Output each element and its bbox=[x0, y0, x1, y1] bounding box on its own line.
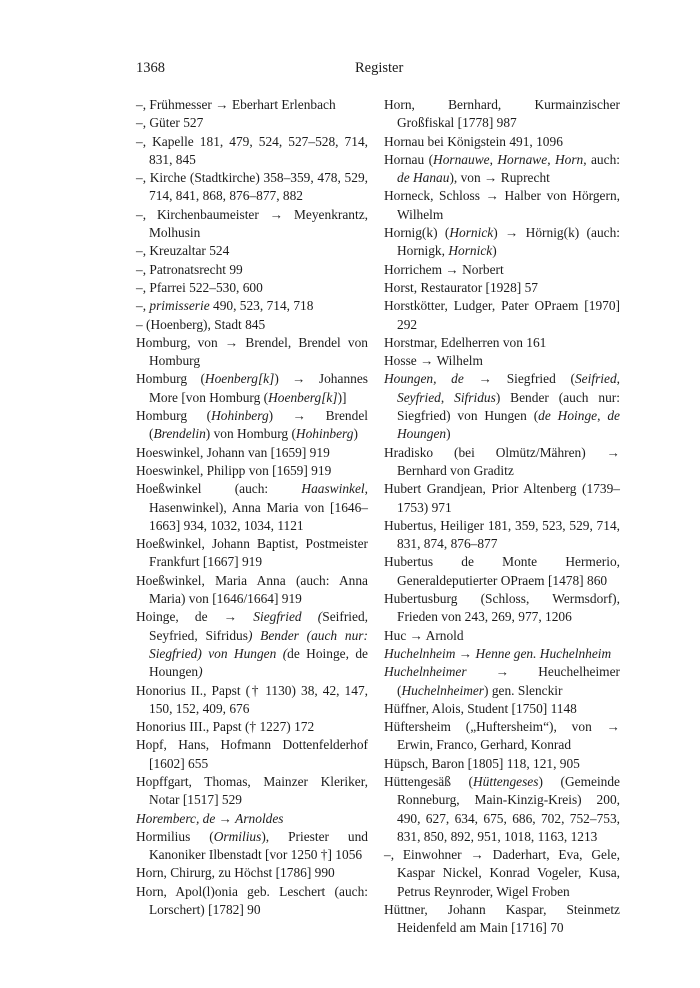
entry-italic-text: Huchelnheimer bbox=[384, 664, 467, 680]
entry-text: Horn, Bernhard, Kurmainzischer Großfiskal [1778] 987 bbox=[384, 97, 620, 131]
entry-text: Seifried bbox=[322, 609, 365, 625]
entry-text: Homburg, von → Brendel, Brendel von Homburg bbox=[136, 334, 368, 369]
entry-italic-text: , bbox=[364, 609, 368, 625]
entry-text: Seyfried bbox=[149, 627, 195, 643]
entry-italic-text: Huchelnheimer bbox=[401, 682, 485, 698]
entry-text: Hüftersheim („Huftersheim“), von → Erwin, Franco, Gerhard, Konrad bbox=[384, 719, 620, 753]
entry-italic-text: Horn bbox=[554, 151, 584, 167]
entry-text: Hosse → Wilhelm bbox=[384, 353, 483, 369]
entry-italic-text: Horemberc, de → Arnoldes bbox=[136, 810, 284, 826]
entry-text: –, Patronatsrecht 99 bbox=[136, 261, 243, 277]
entry-text: Hopffgart, Thomas, Mainzer Kleriker, Notar [1517] 529 bbox=[136, 773, 368, 808]
entry-text: Hoinge, de bbox=[136, 609, 208, 625]
index-entry bbox=[384, 755, 620, 773]
entry-text: Hoeßwinkel, Maria Anna (auch: Anna Maria) von [1646/1664] 919 bbox=[136, 572, 368, 607]
entry-text: , bbox=[440, 389, 455, 405]
entry-text: Hubert Grandjean, Prior Altenberg (1739–1753) 971 bbox=[384, 481, 620, 515]
index-entry bbox=[384, 517, 620, 554]
index-entry bbox=[384, 663, 620, 700]
entry-text: , bbox=[616, 371, 620, 387]
entry-text: )] bbox=[337, 389, 347, 405]
index-entry bbox=[136, 206, 368, 243]
index-entry bbox=[136, 316, 368, 334]
entry-text: ) (Gemeinde Ronneburg, Main-Kinzig-Kreis) 200, 490, 627, 634, 675, 686, 702, 752–753, 831, 850, 892, 951, 1018, 1163, 1213 bbox=[397, 773, 620, 844]
entry-text: Hoeßwinkel, Johann Baptist, Postmeister Frankfurt [1667] 919 bbox=[136, 536, 368, 570]
entry-italic-text: ) Bender (auch nur: Siegfried) von Hungen ( bbox=[149, 627, 368, 661]
index-entry bbox=[384, 96, 620, 133]
entry-text: Huc → Arnold bbox=[384, 627, 464, 643]
entry-text: ) bbox=[353, 426, 358, 442]
index-entry bbox=[136, 133, 368, 170]
index-entry bbox=[384, 224, 620, 261]
entry-italic-text: Ormilius bbox=[213, 828, 262, 844]
entry-italic-text: de Hoinge bbox=[538, 408, 598, 424]
entry-italic-text: Hoenberg[k] bbox=[268, 389, 338, 405]
running-title: Register bbox=[355, 60, 404, 76]
entry-text: Honorius III., Papst († 1227) 172 bbox=[136, 719, 315, 735]
entry-text: 490, 523, 714, 718 bbox=[209, 298, 314, 314]
index-entry bbox=[384, 352, 620, 370]
entry-text: –, Einwohner → Daderhart, Eva, Gele, Kaspar Nickel, Konrad Vogeler, Kusa, Petrus Reynroder, Wigel Froben bbox=[384, 847, 620, 899]
entry-italic-text: Hornick bbox=[449, 225, 494, 241]
entry-text: ) bbox=[492, 243, 497, 259]
index-entry bbox=[384, 627, 620, 645]
entry-italic-text: Huchelnheim → Henne gen. Huchelnheim bbox=[384, 645, 612, 661]
index-entry bbox=[136, 169, 368, 206]
entry-text: Horrichem → Norbert bbox=[384, 261, 504, 277]
index-entry bbox=[384, 187, 620, 224]
index-entry bbox=[136, 462, 368, 480]
entry-italic-text: , bbox=[345, 645, 356, 661]
index-entry bbox=[136, 883, 368, 920]
index-entry bbox=[136, 407, 368, 444]
entry-text: ) gen. Slenckir bbox=[484, 682, 563, 698]
entry-text: – (Hoenberg), Stadt 845 bbox=[136, 316, 266, 332]
index-entry bbox=[384, 261, 620, 279]
entry-text: Horn, Apol(l)onia geb. Leschert (auch: Lorschert) [1782] 90 bbox=[136, 883, 368, 918]
entry-text: Hüffner, Alois, Student [1750] 1148 bbox=[384, 700, 577, 716]
entry-italic-text: Hoenberg[k] bbox=[204, 371, 275, 387]
index-entry bbox=[136, 608, 368, 681]
index-entry bbox=[136, 96, 368, 114]
entry-text: Hornig(k) ( bbox=[384, 225, 450, 241]
index-entry bbox=[136, 114, 368, 132]
entry-italic-text: Hornawe bbox=[497, 151, 548, 167]
entry-italic-text: , bbox=[194, 627, 206, 643]
entry-italic-text: Sifridus bbox=[454, 389, 496, 405]
entry-italic-text: Hornauwe bbox=[433, 151, 490, 167]
entry-italic-text: de Houngen bbox=[397, 408, 620, 442]
entry-text: Hornau bei Königstein 491, 1096 bbox=[384, 133, 563, 149]
entry-text: –, Frühmesser → Eberhart Erlenbach bbox=[136, 97, 336, 112]
entry-text: Horstkötter, Ludger, Pater OPraem [1970] 292 bbox=[384, 298, 620, 332]
entry-text: ) → Brendel ( bbox=[149, 408, 368, 442]
entry-text: ) → Hörnig(k) (auch: Hornigk, bbox=[397, 225, 621, 259]
index-entry bbox=[136, 572, 368, 609]
entry-italic-text: Hohinberg bbox=[211, 408, 269, 424]
entry-text: Horstmar, Edelherren von 161 bbox=[384, 334, 547, 350]
entry-text: –, Kirchenbaumeister → Meyenkrantz, Molhusin bbox=[136, 206, 368, 241]
entry-italic-text: de Hanau bbox=[397, 170, 450, 186]
index-column-right bbox=[384, 96, 620, 938]
entry-text: Hoeswinkel, Johann van [1659] 919 bbox=[136, 444, 330, 460]
entry-text: Hubertusburg (Schloss, Wermsdorf), Frieden von 243, 269, 977, 1206 bbox=[384, 591, 620, 625]
entry-text: de Houngen bbox=[149, 645, 368, 680]
index-entry bbox=[136, 718, 368, 736]
entry-text: ) → Johannes More [von Homburg ( bbox=[149, 371, 368, 405]
index-entry bbox=[384, 553, 620, 590]
entry-text: Hubertus, Heiliger 181, 359, 523, 529, 714, 831, 874, 876–877 bbox=[384, 517, 620, 552]
entry-text: Hopf, Hans, Hofmann Dottenfelderhof [1602] 655 bbox=[136, 737, 368, 771]
index-entry bbox=[384, 480, 620, 517]
entry-text: Hornau ( bbox=[384, 151, 434, 167]
entry-text: → Heuchelheimer ( bbox=[397, 664, 620, 698]
index-entry bbox=[384, 700, 620, 718]
page-number: 1368 bbox=[136, 60, 165, 76]
entry-italic-text: Houngen, de bbox=[384, 371, 464, 387]
entry-italic-text: Seyfried bbox=[397, 389, 441, 405]
index-entry bbox=[384, 151, 620, 188]
entry-text: –, Kapelle 181, 479, 524, 527–528, 714, 831, 845 bbox=[136, 133, 368, 167]
entry-text: Horst, Restaurator [1928] 57 bbox=[384, 279, 538, 295]
entry-text: ) von Homburg ( bbox=[205, 426, 296, 442]
index-entry bbox=[136, 370, 368, 407]
entry-text: , bbox=[547, 151, 555, 167]
index-entry bbox=[384, 444, 620, 481]
index-entry bbox=[136, 864, 368, 882]
entry-italic-text: Hohinberg bbox=[295, 426, 354, 442]
index-entry bbox=[384, 773, 620, 846]
entry-text: Hormilius ( bbox=[136, 828, 214, 844]
index-entry bbox=[384, 718, 620, 755]
entry-text: Hoeßwinkel (auch: bbox=[136, 481, 302, 497]
index-entry bbox=[384, 279, 620, 297]
entry-text: –, Pfarrei 522–530, 600 bbox=[136, 279, 263, 295]
index-entry bbox=[384, 297, 620, 334]
entry-text: Horn, Chirurg, zu Höchst [1786] 990 bbox=[136, 865, 335, 881]
entry-text: Hüttengesäß ( bbox=[384, 773, 473, 789]
entry-italic-text: Haaswinkel bbox=[301, 481, 365, 497]
entry-italic-text: Seifried bbox=[574, 371, 617, 387]
index-entry bbox=[384, 645, 620, 663]
index-entry bbox=[136, 828, 368, 865]
index-entry bbox=[384, 590, 620, 627]
index-entry bbox=[384, 370, 620, 443]
entry-text: Hradisko (bei Olmütz/Mähren) → Bernhard von Graditz bbox=[384, 444, 620, 478]
entry-text: Hüttner, Johann Kaspar, Steinmetz Heidenfeld am Main [1716] 70 bbox=[384, 902, 620, 936]
index-entry bbox=[136, 261, 368, 279]
entry-text: –, Kreuzaltar 524 bbox=[136, 243, 230, 259]
index-entry bbox=[136, 297, 368, 315]
entry-text: → Siegfried ( bbox=[463, 371, 575, 387]
entry-italic-text: Hüttengeses bbox=[473, 773, 539, 789]
entry-text: ), Priester und Kanoniker Ilbenstadt [vor 1250 †] 1056 bbox=[149, 828, 368, 863]
entry-text: , auch: bbox=[583, 151, 620, 167]
index-entry bbox=[384, 133, 620, 151]
index-entry bbox=[136, 682, 368, 719]
entry-text: de Hoinge bbox=[287, 645, 346, 661]
entry-italic-text: Brendelin bbox=[153, 426, 206, 442]
index-entry bbox=[136, 480, 368, 535]
index-entry bbox=[136, 810, 368, 828]
entry-text: Hüpsch, Baron [1805] 118, 121, 905 bbox=[384, 755, 580, 771]
index-entry bbox=[136, 535, 368, 572]
entry-text: –, Güter 527 bbox=[136, 115, 204, 131]
entry-text: ), von → Ruprecht bbox=[449, 170, 550, 186]
index-entry bbox=[136, 444, 368, 462]
index-column-left bbox=[136, 96, 368, 919]
index-entry bbox=[384, 334, 620, 352]
entry-text: , bbox=[597, 408, 608, 424]
entry-italic-text: Hornick bbox=[448, 243, 493, 259]
entry-italic-text: ) bbox=[198, 664, 203, 680]
index-entry bbox=[136, 773, 368, 810]
index-entry bbox=[136, 242, 368, 260]
entry-text: Hoeswinkel, Philipp von [1659] 919 bbox=[136, 462, 332, 478]
entry-text: Sifridus bbox=[205, 627, 248, 643]
entry-italic-text: → Siegfried ( bbox=[207, 609, 323, 625]
entry-text: Horneck, Schloss → Halber von Hörgern, Wilhelm bbox=[384, 188, 620, 222]
entry-text: Hubertus de Monte Hermerio, Generaldeputierter OPraem [1478] 860 bbox=[384, 554, 620, 588]
index-entry bbox=[384, 846, 620, 901]
entry-text: , bbox=[489, 151, 498, 167]
entry-text: Honorius II., Papst († 1130) 38, 42, 147, 150, 152, 409, 676 bbox=[136, 682, 368, 716]
index-entry bbox=[384, 901, 620, 938]
index-entry bbox=[136, 736, 368, 773]
entry-text: –, bbox=[136, 298, 150, 314]
entry-text: Homburg ( bbox=[136, 371, 205, 387]
entry-text: ) bbox=[446, 426, 451, 442]
entry-text: , Hasenwinkel), Anna Maria von [1646–1663] 934, 1032, 1034, 1121 bbox=[149, 481, 368, 533]
index-entry bbox=[136, 279, 368, 297]
entry-text: ) Bender (auch nur: Siegfried) von Hungen ( bbox=[397, 389, 620, 424]
entry-text: –, Kirche (Stadtkirche) 358–359, 478, 529, 714, 841, 868, 876–877, 882 bbox=[136, 170, 368, 204]
index-entry bbox=[136, 334, 368, 371]
entry-text: Homburg ( bbox=[136, 408, 212, 424]
entry-italic-text: primisserie bbox=[149, 298, 210, 314]
